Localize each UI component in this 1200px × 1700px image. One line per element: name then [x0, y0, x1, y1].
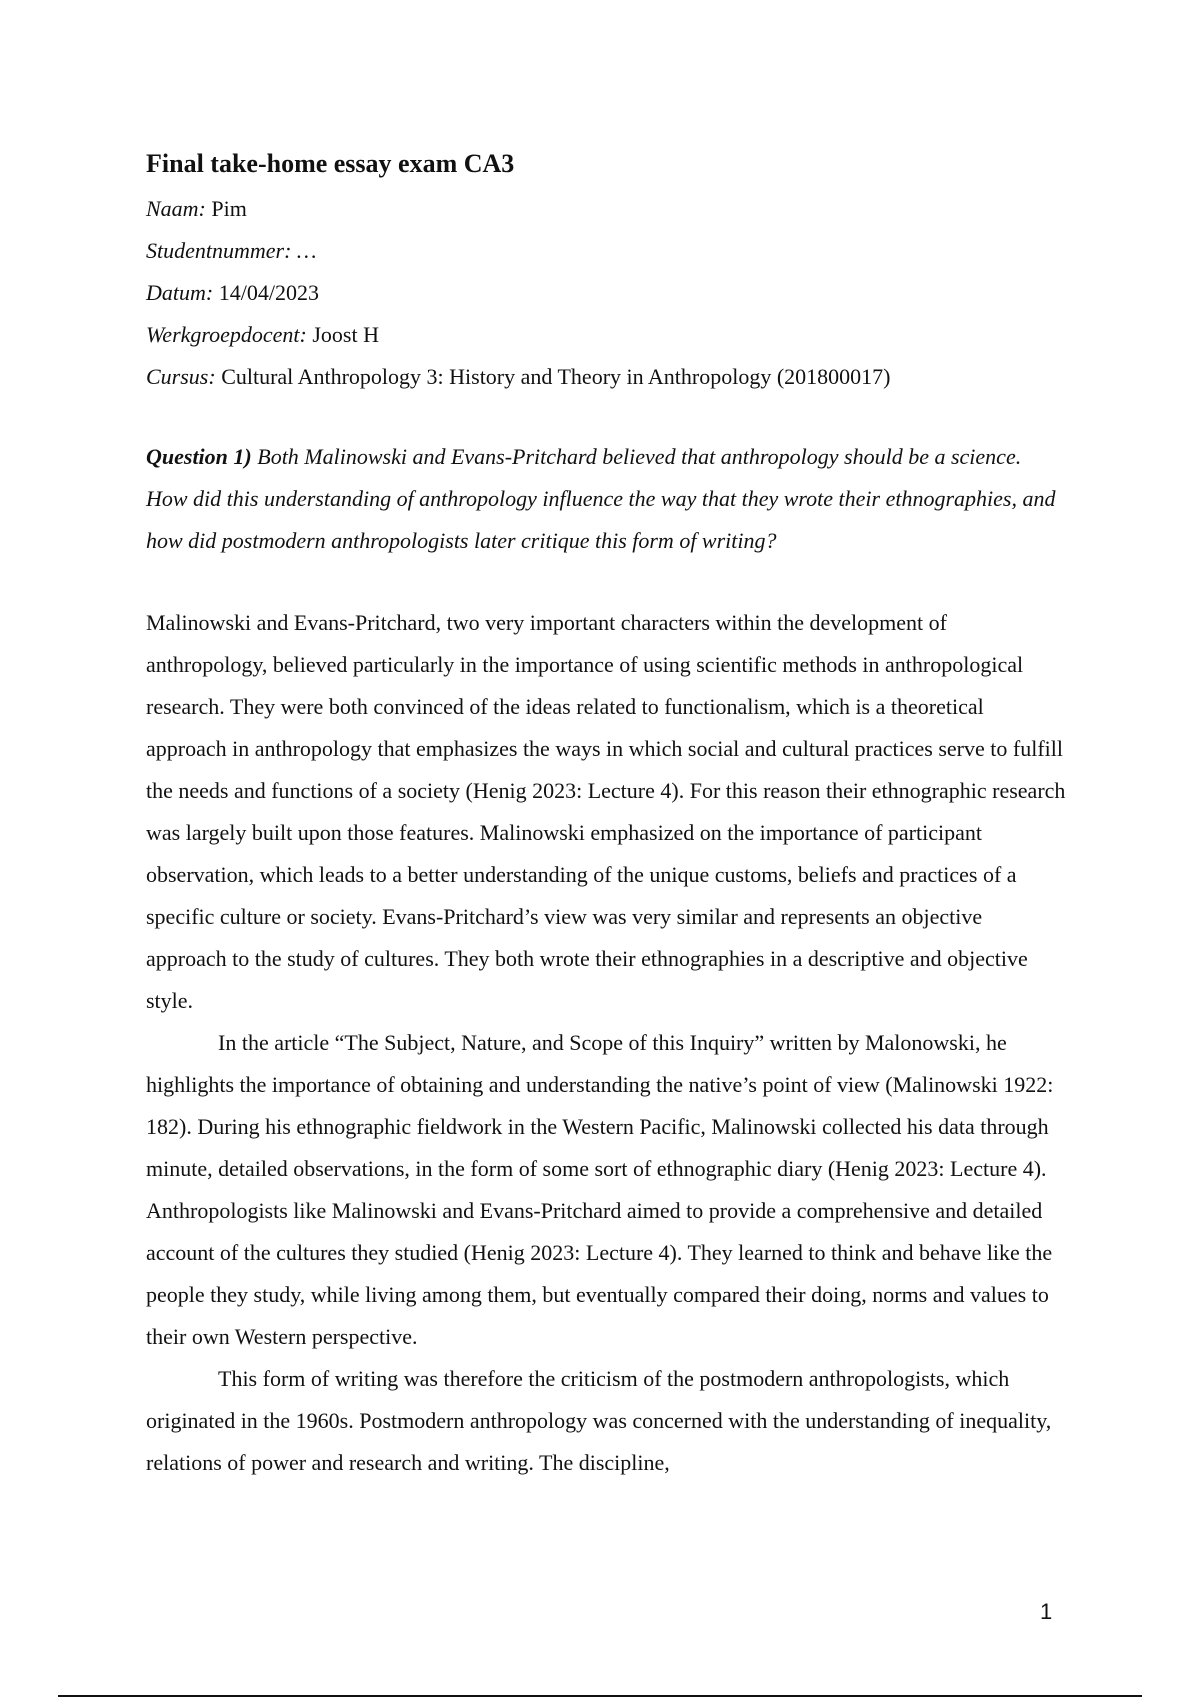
meta-value: Cultural Anthropology 3: History and Theory in Anthropology (201800017)	[221, 364, 891, 389]
meta-value: 14/04/2023	[218, 280, 319, 305]
question-label: Question 1)	[146, 444, 252, 469]
document-content	[146, 140, 1066, 1484]
meta-date	[146, 272, 1066, 314]
meta-student-number	[146, 230, 1066, 272]
meta-value: Pim	[211, 196, 247, 221]
question-text: Both Malinowski and Evans-Pritchard believed that anthropology should be a science. How did this understanding of anthropology influence the way that they wrote their ethnographies, and how did postmodern anthropologists later critique this form of writing?	[146, 444, 1056, 553]
meta-name	[146, 188, 1066, 230]
paragraph-2: In the article “The Subject, Nature, and Scope of this Inquiry” written by Malonowski, he highlights the importance of obtaining and understanding the native’s point of view (Malinowski 1922: 182). During his ethnographic fieldwork in the Western Pacific, Malinowski collected his data through minute, detailed observations, in the form of some sort of ethnographic diary (Henig 2023: Lecture 4). Anthropologists like Malinowski and Evans-Pritchard aimed to provide a comprehensive and detailed account of the cultures they studied (Henig 2023: Lecture 4). They learned to think and behave like the people they study, while living among them, but eventually compared their doing, norms and values to their own Western perspective.	[146, 1030, 1054, 1349]
meta-label: Studentnummer:	[146, 238, 292, 263]
meta-label: Cursus:	[146, 364, 216, 389]
page-bottom-divider	[58, 1695, 1142, 1697]
essay-body	[146, 602, 1066, 1484]
meta-label: Werkgroepdocent:	[146, 322, 307, 347]
meta-course	[146, 356, 1066, 398]
meta-value: …	[296, 238, 317, 263]
meta-label: Naam:	[146, 196, 206, 221]
meta-block	[146, 188, 1066, 398]
page-number: 1	[1040, 1599, 1053, 1624]
paragraph-1: Malinowski and Evans-Pritchard, two very important characters within the development of anthropology, believed particularly in the importance of using scientific methods in anthropological research. They were both convinced of the ideas related to functionalism, which is a theoretical approach in anthropology that emphasizes the ways in which social and cultural practices serve to fulfill the needs and functions of a society (Henig 2023: Lecture 4). For this reason their ethnographic research was largely built upon those features. Malinowski emphasized on the importance of participant observation, which leads to a better understanding of the unique customs, beliefs and practices of a specific culture or society. Evans-Pritchard’s view was very similar and represents an objective approach to the study of cultures. They both wrote their ethnographies in a descriptive and objective style.	[146, 610, 1066, 1013]
meta-instructor	[146, 314, 1066, 356]
question-block	[146, 436, 1066, 562]
meta-value: Joost H	[312, 322, 379, 347]
document-title: Final take-home essay exam CA3	[146, 149, 515, 178]
paragraph-3: This form of writing was therefore the criticism of the postmodern anthropologists, which originated in the 1960s. Postmodern anthropology was concerned with the understanding of inequality, relations of power and research and writing. The discipline,	[146, 1366, 1052, 1475]
meta-label: Datum:	[146, 280, 214, 305]
